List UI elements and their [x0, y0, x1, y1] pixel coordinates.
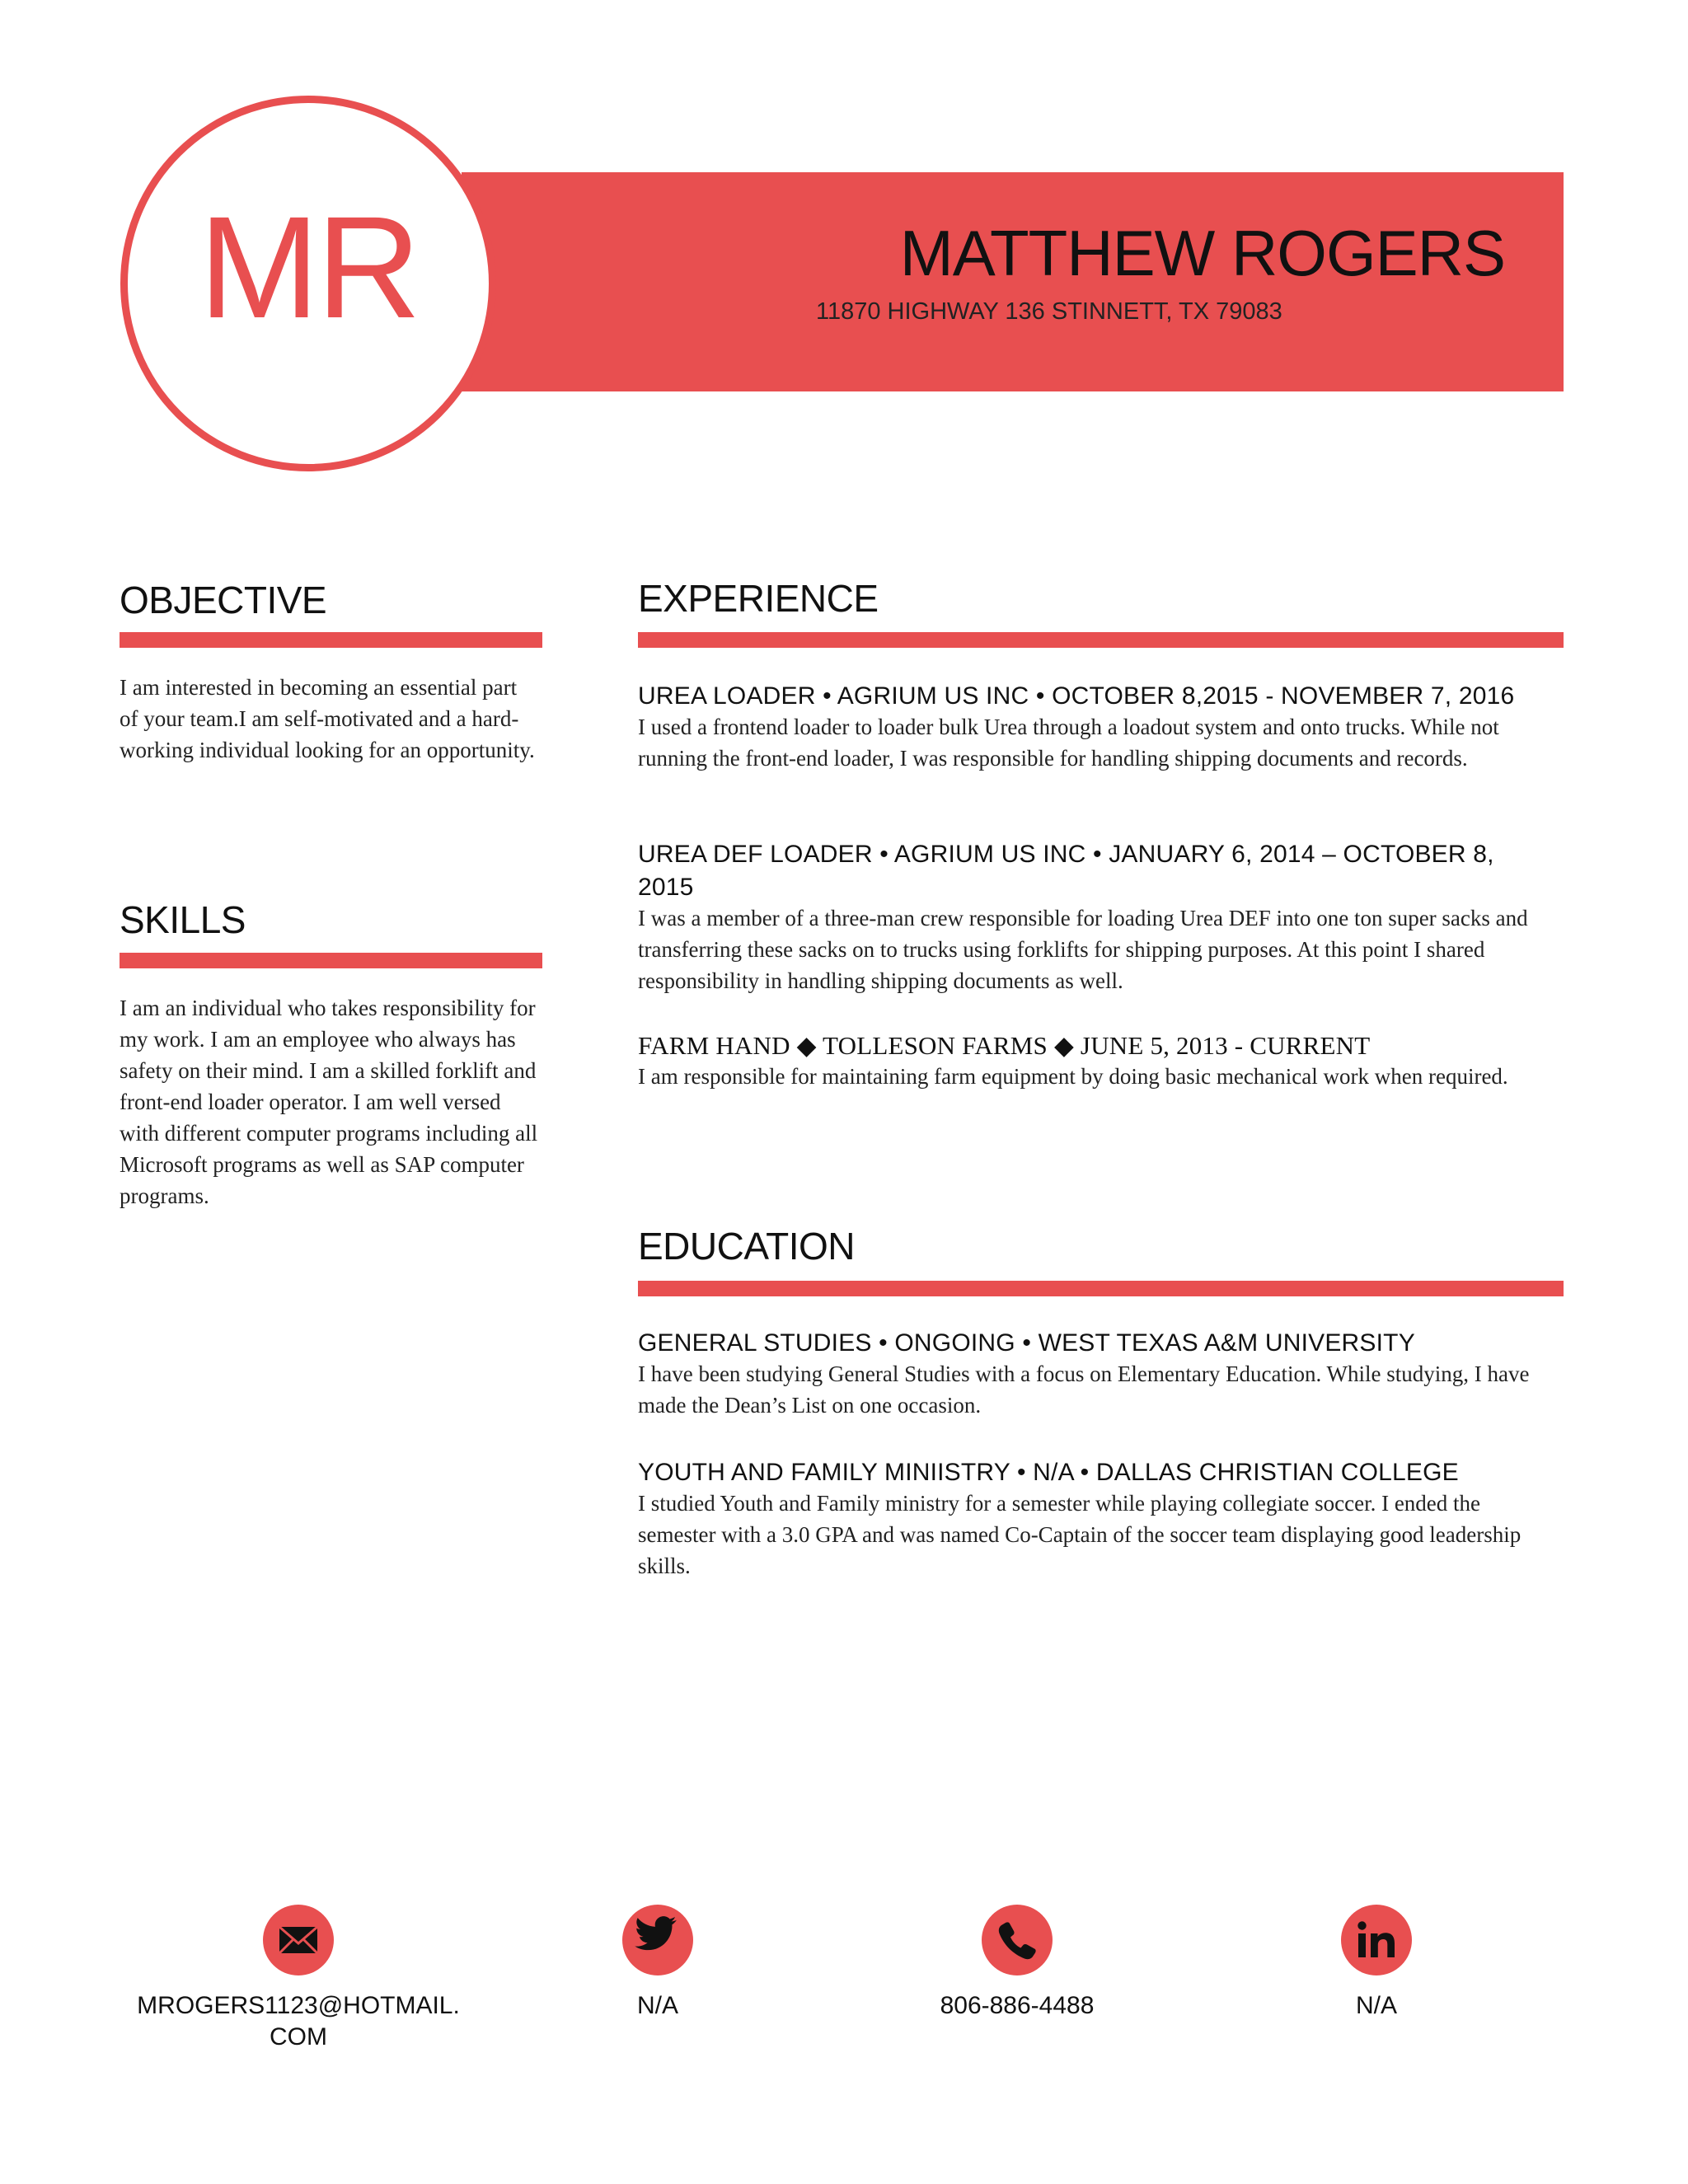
education-item-description: I studied Youth and Family ministry for a semester while playing collegiate soccer. I ended the semester with a 3.0 GPA and was named Co-Captain of the soccer team displaying good leadership skills.: [638, 1491, 1522, 1578]
education-item-title: YOUTH AND FAMILY MINIISTRY • N/A • DALLAS CHRISTIAN COLLEGE: [638, 1459, 1459, 1486]
contact-email[interactable]: [117, 1990, 480, 2053]
contact-linkedin: N/A: [1355, 1992, 1397, 2019]
experience-item-description: I was a member of a three-man crew responsible for loading Urea DEF into one ton super sacks and transferring these sacks on to trucks using forklifts for shipping purposes. At this point I shared responsibility in handling shipping documents as well.: [638, 906, 1528, 993]
twitter-icon: [622, 1905, 693, 1975]
objective-rule: [120, 632, 542, 648]
contact-phone[interactable]: 806-886-4488: [940, 1992, 1095, 2019]
skills-rule: [120, 953, 542, 968]
experience-heading: EXPERIENCE: [638, 577, 879, 620]
experience-rule: [638, 632, 1564, 648]
education-item-title: GENERAL STUDIES • ONGOING • WEST TEXAS A&M UNIVERSITY: [638, 1329, 1415, 1357]
education-rule: [638, 1281, 1564, 1296]
education-heading: EDUCATION: [638, 1225, 855, 1268]
education-item: [638, 1327, 1564, 1421]
experience-item: [638, 680, 1564, 774]
linkedin-icon: [1341, 1905, 1412, 1975]
experience-item: [638, 1029, 1564, 1092]
monogram-circle: [120, 96, 496, 471]
experience-item-description: I used a frontend loader to loader bulk Urea through a loadout system and onto trucks. While not running the front-end loader, I was responsible for handling shipping documents and records.: [638, 715, 1499, 771]
email-icon: [263, 1905, 334, 1975]
education-item-description: I have been studying General Studies with a focus on Elementary Education. While studying, I have made the Dean’s List on one occasion.: [638, 1361, 1530, 1418]
candidate-name: MATTHEW ROGERS: [899, 217, 1505, 289]
candidate-address: 11870 HIGHWAY 136 STINNETT, TX 79083: [816, 298, 1282, 325]
education-item: [638, 1456, 1564, 1582]
objective-text: I am interested in becoming an essential part of your team.I am self-motivated and a hard-working individual looking for an opportunity.: [120, 675, 535, 762]
phone-icon: [982, 1905, 1053, 1975]
experience-item: [638, 838, 1564, 996]
experience-item-title: FARM HAND ◆ TOLLESON FARMS ◆ JUNE 5, 2013 - CURRENT: [638, 1031, 1371, 1060]
experience-item-description: I am responsible for maintaining farm equipment by doing basic mechanical work when required.: [638, 1064, 1508, 1089]
experience-item-title: UREA DEF LOADER • AGRIUM US INC • JANUARY 6, 2014 – OCTOBER 8, 2015: [638, 841, 1494, 901]
contact-email-line: MROGERS1123@HOTMAIL.: [137, 1992, 460, 2019]
monogram: MR: [199, 187, 418, 349]
skills-text: I am an individual who takes responsibility for my work. I am an employee who always has safety on their mind. I am a skilled forklift and front-end loader operator. I am well versed with different computer programs including all Microsoft programs as well as SAP computer programs.: [120, 996, 538, 1208]
contact-twitter: N/A: [636, 1992, 678, 2019]
objective-heading: OBJECTIVE: [120, 579, 327, 621]
skills-heading: SKILLS: [120, 898, 246, 941]
experience-item-title: UREA LOADER • AGRIUM US INC • OCTOBER 8,2015 - NOVEMBER 7, 2016: [638, 682, 1515, 710]
contact-email-line: COM: [270, 2023, 327, 2050]
